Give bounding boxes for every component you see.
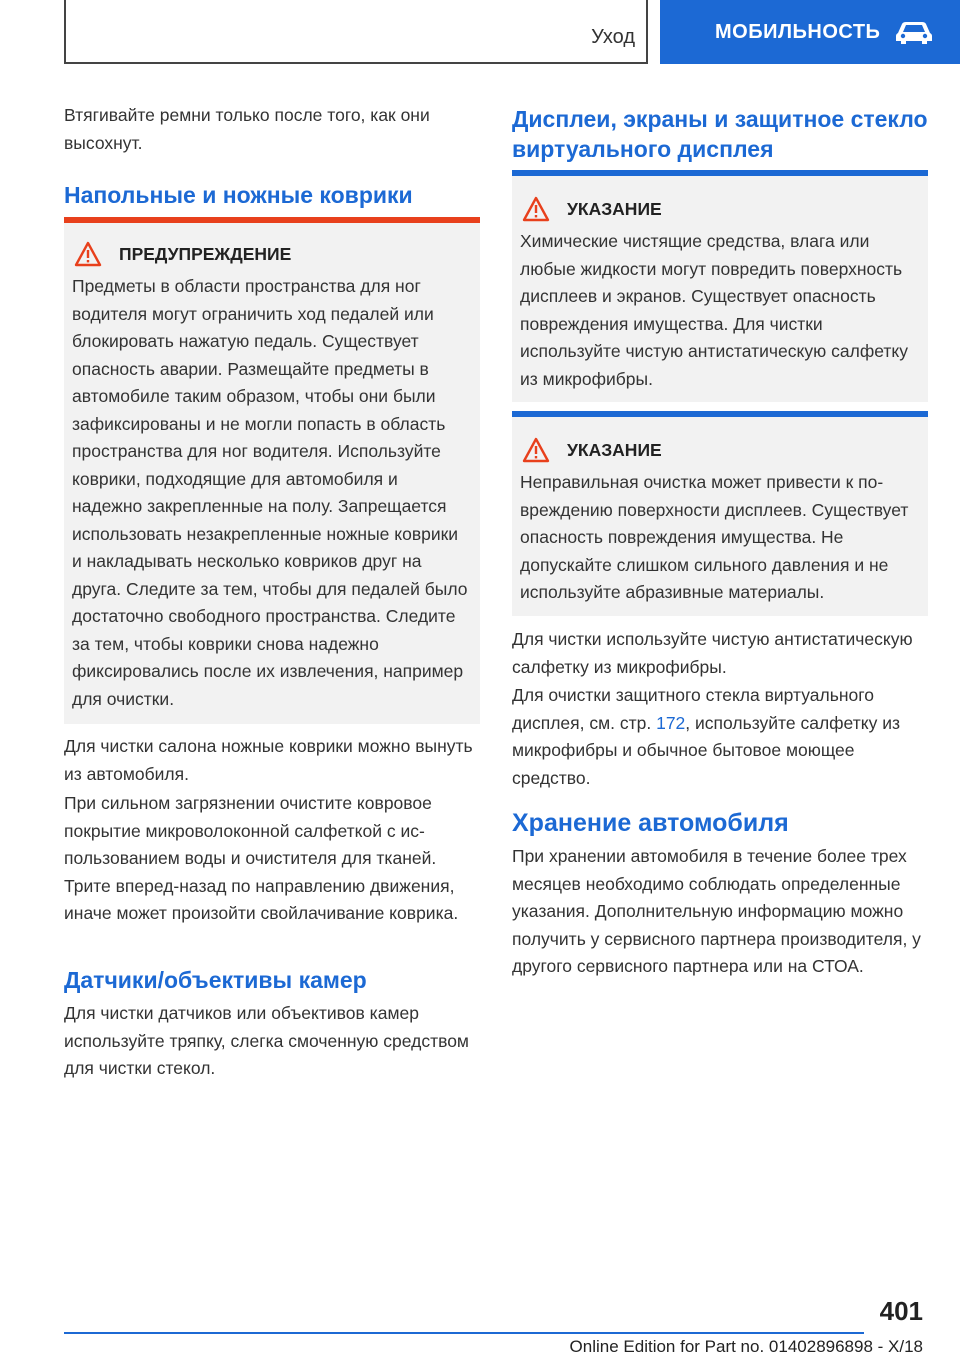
note-2-title-row	[520, 437, 918, 463]
warning-text: Предметы в области пространства для ног водителя могут ограничить ход педалей или блокировать нажатую педаль. Существует опасность аварии. Размещайте предметы в автомобиле таким образом, чтобы они были зафиксированы и не могли попасть в область пространства для ног водителя. Используйте коврики, подходящие для автомобиля и надежно закрепленные на полу. Запрещается использовать незакрепленные ножные коврики и накладывать несколько ковриков друг на друга. Следите за тем, чтобы для педалей было достаточно свободного пространства. Следите за тем, чтобы коврики снова надежно фиксировались после их извлечения, например для очистки.	[72, 276, 468, 709]
warning-triangle-icon	[522, 196, 550, 222]
sensors-heading: Датчики/объективы камер	[64, 967, 367, 993]
storage-heading: Хранение автомобиля	[512, 809, 789, 837]
storage-paragraph: При хранении автомобиля в течение более трех месяцев необходимо соблюдать определенные указания. Дополнительную информацию можно получить у сервисного партнера производителя, у другого сервисного партнера или на СТОА.	[512, 846, 921, 976]
note-1-text: Химические чистящие средства, влага или любые жидкости могут повредить поверхность дисплеев и экранов. Существует опасность повреждения имущества. Для чистки используйте чистую антистатическую салфетку из микрофибры.	[520, 231, 908, 389]
page-number: 401	[879, 1296, 923, 1326]
chapter-tab[interactable]	[660, 0, 960, 64]
edition-info: Online Edition for Part no. 01402896898 - X/18	[569, 1337, 923, 1356]
mats-paragraph-1: Для чистки салона ножные коврики можно вынуть из автомобиля.	[64, 736, 473, 784]
mats-heading: Напольные и ножные коврики	[64, 182, 413, 208]
car-icon	[894, 19, 934, 45]
chapter-tab-label: МОБИЛЬНОСТЬ	[715, 20, 881, 43]
warning-box	[64, 217, 480, 724]
warning-triangle-icon	[522, 437, 550, 463]
note-box-2	[512, 411, 928, 616]
warning-title-row	[72, 241, 470, 267]
note-1-title: УКАЗАНИЕ	[567, 198, 662, 219]
displays-p2-text-before: Для очистки защитного стекла виртуального дисплея, см. стр.	[512, 685, 874, 733]
note-1-title-row	[520, 196, 918, 222]
sensors-paragraph: Для чистки датчиков или объективов камер используйте тряпку, слегка смоченную средством для чистки стекол.	[64, 1003, 469, 1078]
intro-paragraph: Втягивайте ремни только после того, как они высохнут.	[64, 105, 430, 153]
footer-divider	[64, 1332, 864, 1334]
warning-title: ПРЕДУПРЕЖДЕНИЕ	[119, 243, 292, 264]
note-2-title: УКАЗАНИЕ	[567, 439, 662, 460]
displays-paragraph-1: Для чистки используйте чистую антистатическую салфетку из микрофибры.	[512, 629, 913, 677]
mats-paragraph-2: При сильном загрязнении очистите ковровое покрытие микроволоконной салфеткой с использованием воды и очистителя для тканей. Трите вперед-назад по направлению движения, иначе может произойти свойлачивание коврика.	[64, 793, 459, 923]
header-frame	[64, 0, 648, 64]
page-reference-link[interactable]: 172	[656, 712, 686, 733]
displays-heading: Дисплеи, экраны и защитное стекло виртуального дисплея	[512, 106, 928, 162]
displays-paragraph-2	[512, 682, 928, 792]
note-2-text: Неправильная очистка может привести к повреждению поверхности дисплеев. Существует опасность повреждения имущества. Не допускайте слишком сильного давления и не используйте абразивные материалы.	[520, 472, 909, 602]
warning-triangle-icon	[74, 241, 102, 267]
displays-p2-text-after: , используйте салфетку из микрофибры и обычное бытовое моющее средство.	[512, 712, 900, 788]
section-title: Уход	[591, 26, 635, 48]
note-box-1	[512, 170, 928, 402]
